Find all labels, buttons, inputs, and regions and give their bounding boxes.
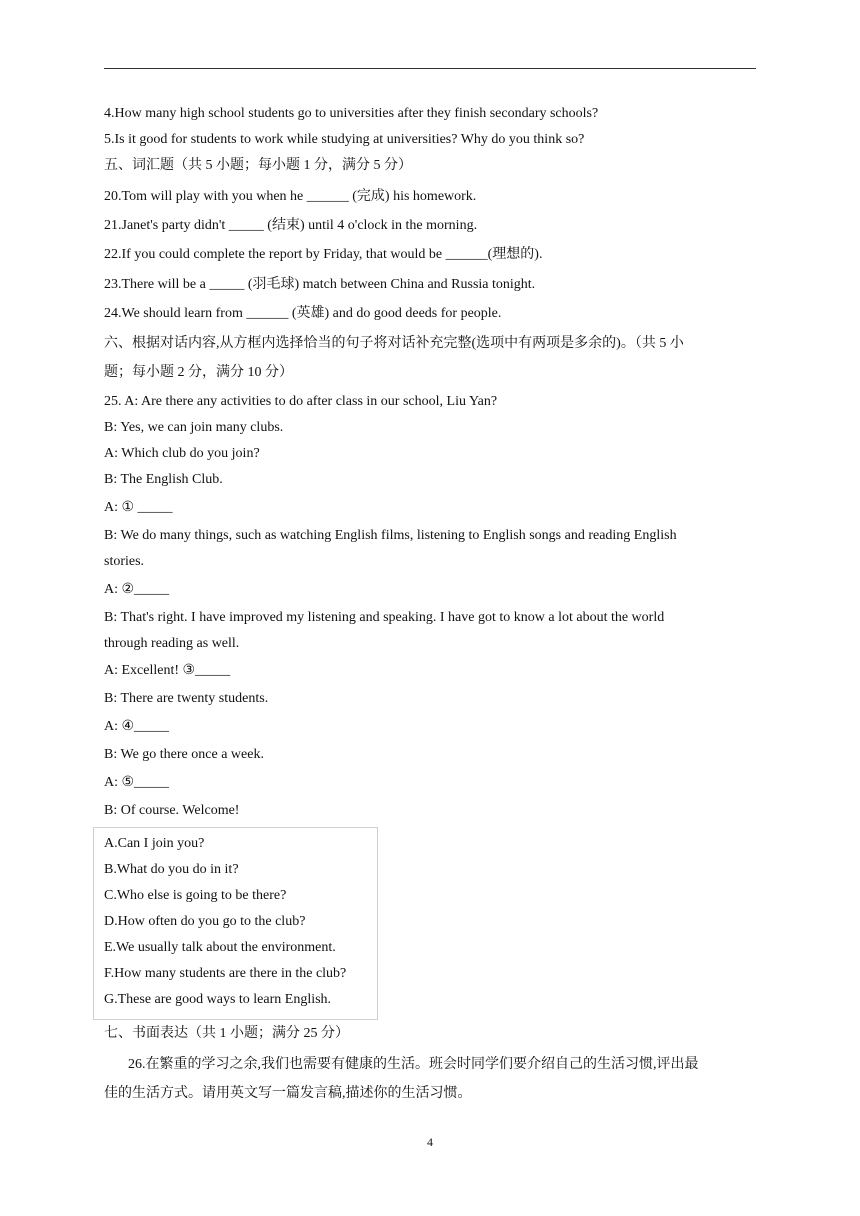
dialogue-blank-4: A: ④_____ [104, 719, 170, 734]
writing-task-line-1: 26.在繁重的学习之余,我们也需要有健康的生活。班会时同学们要介绍自己的生活习惯,评出最 [128, 1057, 699, 1072]
question-20: 20.Tom will play with you when he ______ (完成) his homework. [104, 189, 477, 204]
page-number: 4 [427, 1135, 433, 1149]
option-c: C.Who else is going to be there? [104, 888, 287, 903]
question-21: 21.Janet's party didn't _____ (结束) until 4 o'clock in the morning. [104, 218, 478, 233]
section-6-heading-cont: 题；每小题 2 分，满分 10 分） [104, 365, 293, 380]
dialogue-line: through reading as well. [104, 636, 240, 651]
dialogue-blank-2: A: ②_____ [104, 582, 170, 597]
dialogue-line: B: We go there once a week. [104, 747, 264, 762]
question-5: 5.Is it good for students to work while studying at universities? Why do you think so? [104, 132, 585, 147]
question-24: 24.We should learn from ______ (英雄) and do good deeds for people. [104, 306, 502, 321]
section-7-heading: 七、书面表达（共 1 小题；满分 25 分） [104, 1026, 349, 1041]
question-23: 23.There will be a _____ (羽毛球) match between China and Russia tonight. [104, 277, 536, 292]
option-g: G.These are good ways to learn English. [104, 992, 332, 1007]
question-4: 4.How many high school students go to universities after they finish secondary schools? [104, 106, 599, 121]
dialogue-line: B: There are twenty students. [104, 691, 269, 706]
dialogue-line: A: Which club do you join? [104, 446, 260, 461]
dialogue-blank-5: A: ⑤_____ [104, 775, 170, 790]
dialogue-line: B: That's right. I have improved my listening and speaking. I have got to know a lot about the world [104, 610, 665, 625]
dialogue-line: B: Yes, we can join many clubs. [104, 420, 284, 435]
option-e: E.We usually talk about the environment. [104, 940, 336, 955]
dialogue-line: 25. A: Are there any activities to do after class in our school, Liu Yan? [104, 394, 498, 409]
section-6-heading: 六、根据对话内容,从方框内选择恰当的句子将对话补充完整(选项中有两项是多余的)。（共 5 小 [104, 336, 684, 351]
option-f: F.How many students are there in the club? [104, 966, 347, 981]
header-rule [104, 68, 756, 69]
option-d: D.How often do you go to the club? [104, 914, 306, 929]
option-a: A.Can I join you? [104, 836, 205, 851]
dialogue-line: B: The English Club. [104, 472, 223, 487]
writing-task-line-2: 佳的生活方式。请用英文写一篇发言稿,描述你的生活习惯。 [104, 1086, 472, 1101]
dialogue-line: B: Of course. Welcome! [104, 803, 240, 818]
section-5-heading: 五、词汇题（共 5 小题；每小题 1 分，满分 5 分） [104, 158, 412, 173]
option-b: B.What do you do in it? [104, 862, 239, 877]
dialogue-blank-3: A: Excellent! ③_____ [104, 663, 231, 678]
dialogue-blank-1: A: ① _____ [104, 500, 173, 515]
dialogue-line: stories. [104, 554, 145, 569]
question-22: 22.If you could complete the report by Friday, that would be ______(理想的). [104, 247, 543, 262]
dialogue-line: B: We do many things, such as watching English films, listening to English songs and reading English [104, 528, 677, 543]
